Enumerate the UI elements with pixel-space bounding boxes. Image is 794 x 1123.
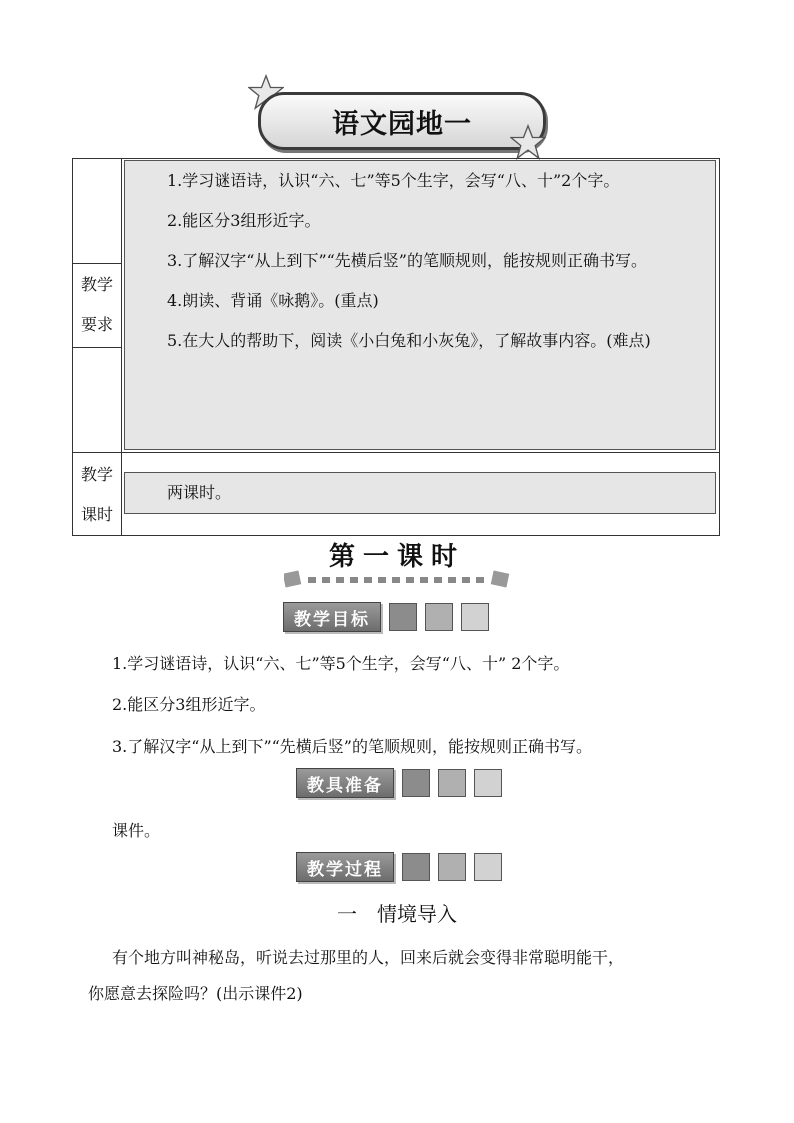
tools-tag-label: 教具准备 [296, 768, 394, 798]
page-title: 语文园地一 [258, 92, 546, 150]
requirements-box [124, 160, 716, 450]
requirement-item: 3.了解汉字“从上到下”“先横后竖”的笔顺规则，能按规则正确书写。 [167, 251, 647, 270]
objectives-tag [283, 602, 489, 632]
objective-item: 2.能区分3组形近字。 [112, 695, 266, 714]
divider [73, 263, 121, 264]
section-heading: 一 情境导入 [337, 902, 457, 926]
requirement-item: 1.学习谜语诗，认识“六、七”等5个生字，会写“八、十”2个字。 [167, 171, 620, 190]
requirements-label-2: 要求 [80, 315, 113, 334]
process-tag [296, 852, 502, 882]
objective-item: 1.学习谜语诗，认识“六、七”等5个生字，会写“八、十” 2个字。 [112, 654, 570, 673]
divider [73, 347, 121, 348]
tools-text: 课件。 [112, 821, 161, 840]
objectives-tag-label: 教学目标 [283, 602, 381, 632]
hours-label-2: 课时 [80, 505, 113, 524]
hours-value: 两课时。 [124, 472, 716, 514]
lesson-title: 第一课时 [328, 542, 465, 572]
square-icon [389, 603, 417, 631]
requirement-item: 5.在大人的帮助下，阅读《小白兔和小灰兔》，了解故事内容。(难点) [167, 331, 651, 350]
star-icon [510, 124, 546, 160]
requirements-label-1: 教学 [80, 275, 113, 294]
process-tag-label: 教学过程 [296, 852, 394, 882]
square-icon [474, 769, 502, 797]
intro-paragraph [88, 940, 712, 1012]
hours-label-1: 教学 [80, 465, 113, 484]
square-icon [438, 769, 466, 797]
requirement-item: 4.朗读、背诵《咏鹅》。(重点) [167, 291, 379, 310]
requirement-item: 2.能区分3组形近字。 [167, 211, 321, 230]
intro-line: 有个地方叫神秘岛，听说去过那里的人，回来后就会变得非常聪明能干， [112, 948, 625, 967]
square-icon [474, 853, 502, 881]
row-divider [72, 452, 720, 453]
square-icon [461, 603, 489, 631]
label-column [73, 159, 122, 535]
square-icon [402, 769, 430, 797]
square-icon [438, 853, 466, 881]
objective-item: 3.了解汉字“从上到下”“先横后竖”的笔顺规则，能按规则正确书写。 [112, 737, 592, 756]
square-icon [425, 603, 453, 631]
dotted-divider-icon [284, 568, 510, 590]
intro-line: 你愿意去探险吗？(出示课件2) [88, 984, 303, 1003]
tools-tag [296, 768, 502, 798]
square-icon [402, 853, 430, 881]
